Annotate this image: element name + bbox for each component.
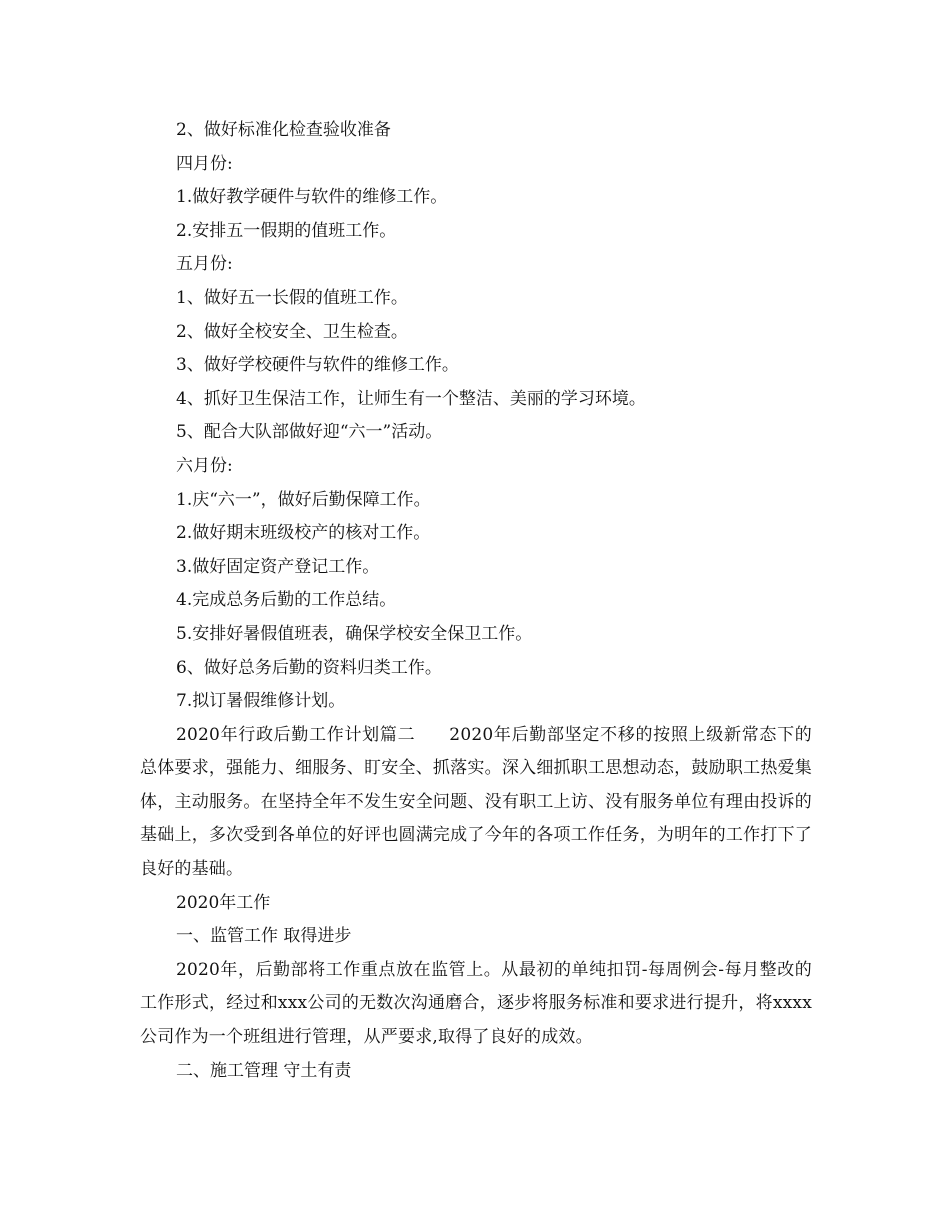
month-heading-april: 四月份:	[176, 153, 233, 174]
text-line: 1、做好五一长假的值班工作。	[176, 287, 408, 308]
text-line: 4.完成总务后勤的工作总结。	[176, 590, 397, 611]
text-line: 4、抓好卫生保洁工作，让师生有一个整洁、美丽的学习环境。	[176, 388, 646, 409]
text-line: 5.安排好暑假值班表，确保学校安全保卫工作。	[176, 623, 533, 644]
supervision-paragraph: 2020年，后勤部将工作重点放在监管上。从最初的单纯扣罚-每周例会-每月整改的工作形式，经过和xxx公司的无数次沟通磨合，逐步将服务标准和要求进行提升，将xxxx公司作为一个班组进行管理，从严要求,取得了良好的成效。	[140, 959, 812, 1048]
heading-2020-work: 2020年工作	[176, 892, 271, 913]
text-line: 6、做好总务后勤的资料归类工作。	[176, 657, 442, 678]
section-title-part-two: 2020年行政后勤工作计划篇二	[176, 724, 416, 745]
text-line: 1.庆“六一”，做好后勤保障工作。	[176, 489, 431, 510]
text-line: 3、做好学校硬件与软件的维修工作。	[176, 355, 459, 376]
section-heading-supervision: 一、监管工作 取得进步	[176, 926, 352, 947]
text-line: 2.做好期末班级校产的核对工作。	[176, 523, 431, 544]
text-line: 2.安排五一假期的值班工作。	[176, 220, 397, 241]
intro-paragraph	[140, 719, 812, 887]
month-heading-june: 六月份:	[176, 455, 233, 476]
document-body	[140, 114, 812, 1088]
intro-paragraph-body: 2020年后勤部坚定不移的按照上级新常态下的总体要求，强能力、细服务、盯安全、抓落实。深入细抓职工思想动态，鼓励职工热爱集体，主动服务。在坚持全年不发生安全问题、没有职工上访、没有服务单位有理由投诉的基础上，多次受到各单位的好评也圆满完成了今年的各项工作任务，为明年的工作打下了良好的基础。	[140, 724, 812, 880]
text-line: 3.做好固定资产登记工作。	[176, 556, 380, 577]
text-line: 2、做好全校安全、卫生检查。	[176, 321, 408, 342]
month-heading-may: 五月份:	[176, 254, 233, 275]
text-line: 2、做好标准化检查验收准备	[176, 120, 391, 140]
text-line: 5、配合大队部做好迎“六一”活动。	[176, 422, 443, 443]
section-heading-construction: 二、施工管理 守土有责	[176, 1060, 352, 1081]
text-line: 1.做好教学硬件与软件的维修工作。	[176, 187, 448, 208]
text-line: 7.拟订暑假维修计划。	[176, 691, 346, 712]
